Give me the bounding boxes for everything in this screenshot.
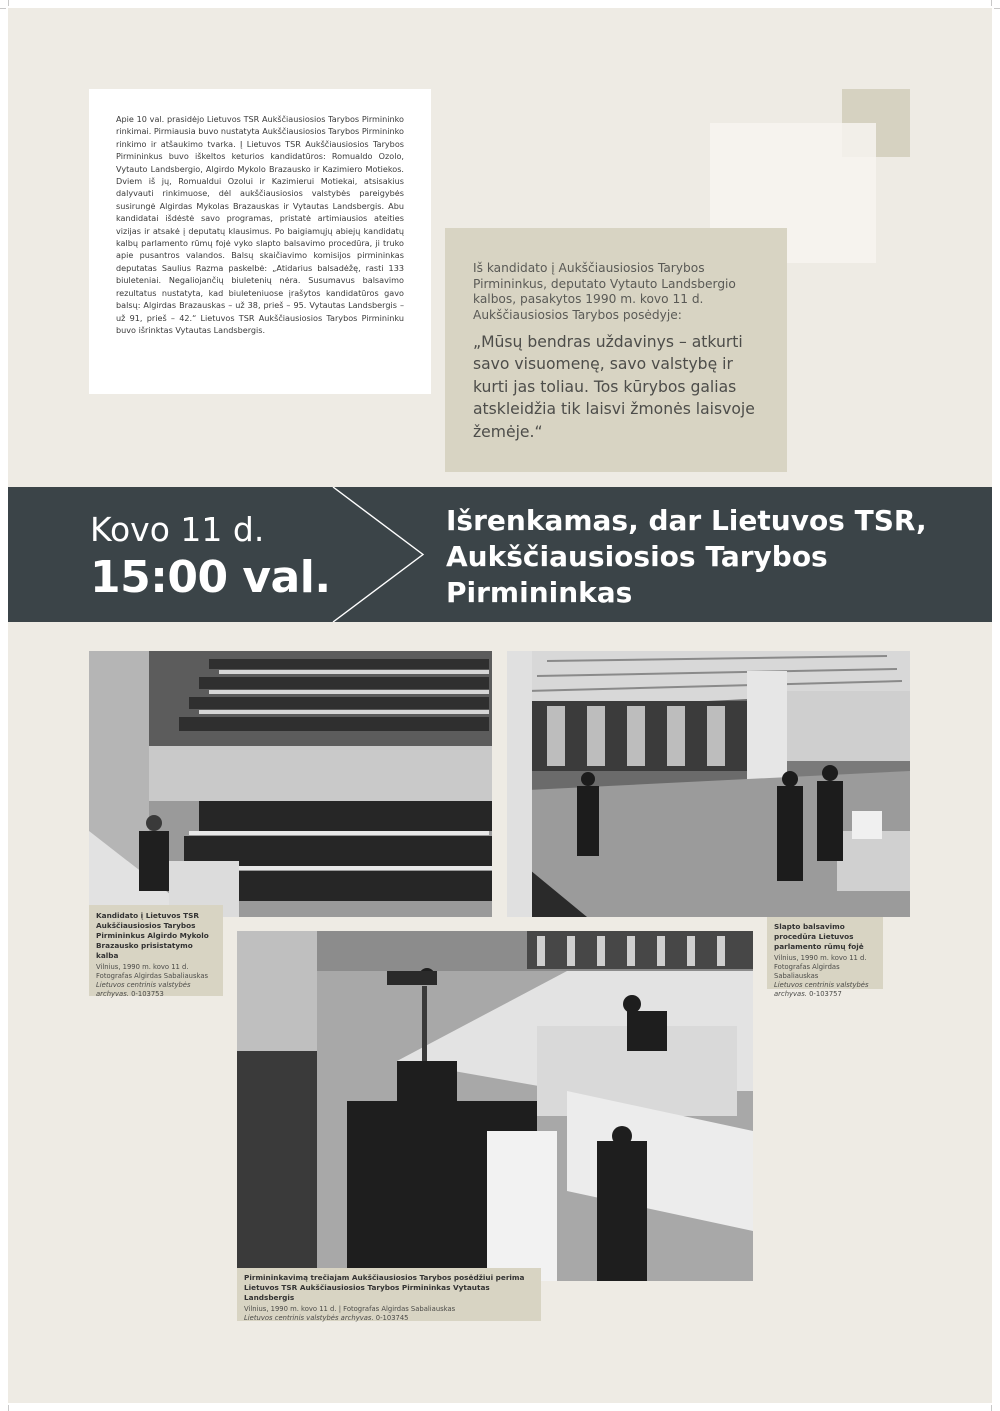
caption-number: 0-103753	[131, 990, 164, 998]
crop-mark	[991, 1405, 992, 1411]
crop-mark	[994, 8, 1000, 9]
crop-mark	[8, 0, 9, 6]
caption-place-date: Vilnius, 1990 m. kovo 11 d.	[96, 963, 189, 971]
caption-photographer: Fotografas Algirdas Sabaliauskas	[343, 1305, 456, 1313]
body-paragraph: Apie 10 val. prasidėjo Lietuvos TSR Aukščiausiosios Tarybos Pirmininko rinkimai. Pirmiausia buvo nustatyta Aukščiausiosios Tarybos Pirmininko rinkimo ir atšaukimo tvarka. Į Lietuvos TSR Aukščiausiosios Tarybos Pirmininkus buvo iškeltos keturios kandidatūros: Romualdo Ozolo, Vytauto Landsbergio, Algirdo Mykolo Brazausko ir Kazimiero Motiekos. Dviem iš jų, Romualdui Ozolui ir Kazimierui Motiekai, atsisakius dalyvauti rinkimuose, dėl aukščiausiosios valstybės pareigybės susirungė Algirdas Mykolas Brazauskas ir Vytautas Landsbergis. Abu kandidatai išdėstė savo programas, pristatė artimiausios ateities vizijas ir atsakė į deputatų klausimus. Po baigiamųjų abiejų kandidatų kalbų parlamento rūmų fojė vyko slapto balsavimo procedūra, ji truko apie pusantros valandos. Balsų skaičiavimo komisijos pirmininkas deputatas Saulius Razma paskelbė: „Atidarius balsadėžę, rasti 133 biuleteniai. Negaliojančių biuletenių nėra. Susumavus balsavimo rezultatus nustatyta, kad biuleteniuose įrašytos kandidatūros gavo balsų: Algirdas Brazauskas – už 38, prieš – 95. Vytautas Landsbergis – už 91, prieš – 42.“ Lietuvos TSR Aukščiausiosios Tarybos Pirmininku buvo išrinktas Vytautas Landsbergis.	[116, 114, 404, 335]
photo-brazauskas-speech	[89, 651, 492, 917]
quote-intro: Iš kandidato į Aukščiausiosios Tarybos Pirmininkus, deputato Vytauto Landsbergio kalbos, pasakytos 1990 m. kovo 11 d. Aukščiausiosios Tarybos posėdyje:	[473, 261, 736, 322]
caption-archive: Lietuvos centrinis valstybės archyvas.	[774, 981, 869, 998]
caption-place-date: Vilnius, 1990 m. kovo 11 d.	[244, 1305, 337, 1313]
banner-time: 15:00 val.	[90, 552, 331, 603]
banner-title: Išrenkamas, dar Lietuvos TSR, Aukščiausiosios Tarybos Pirmininkas	[446, 504, 927, 609]
photo-chairmanship	[237, 931, 753, 1281]
photo-secret-ballot	[507, 651, 910, 917]
caption-title: Pirmininkavimą trečiajam Aukščiausiosios Tarybos posėdžiui perima Lietuvos TSR Aukščiausiosios Tarybos Pirmininkas Vytautas Landsbergis	[244, 1273, 525, 1302]
crop-mark	[0, 8, 6, 9]
caption-title: Slapto balsavimo procedūra Lietuvos parlamento rūmų fojė	[774, 922, 864, 951]
caption-number: 0-103757	[809, 990, 842, 998]
body-text-box	[89, 89, 431, 394]
caption-place-date: Vilnius, 1990 m. kovo 11 d.	[774, 954, 867, 962]
caption-number: 0-103745	[375, 1314, 409, 1322]
quote-text: „Mūsų bendras uždavinys – atkurti savo visuomenę, savo valstybę ir kurti jas toliau. Tos kūrybos galias atskleidžia tik laisvi žmonės laisvoje žemėje.“	[473, 333, 755, 441]
caption-archive: Lietuvos centrinis valstybės archyvas.	[96, 981, 191, 998]
crop-mark	[8, 1405, 9, 1411]
caption-photographer: Fotografas Algirdas Sabaliauskas	[774, 963, 840, 980]
caption-title: Kandidato į Lietuvos TSR Aukščiausiosios Tarybos Pirmininkus Algirdo Mykolo Brazausko prisistatymo kalba	[96, 911, 209, 960]
crop-mark	[991, 0, 992, 6]
banner-date: Kovo 11 d.	[90, 510, 265, 549]
caption-archive: Lietuvos centrinis valstybės archyvas.	[244, 1314, 374, 1322]
caption-photo-2	[767, 917, 883, 998]
caption-photo-1	[89, 905, 223, 996]
quote-box	[445, 228, 787, 472]
chevron-arrow-icon	[330, 487, 440, 622]
caption-photographer: Fotografas Algirdas Sabaliauskas	[96, 972, 209, 980]
caption-photo-3: Pirmininkavimą trečiajam Aukščiausiosios Tarybos posėdžiui perima Lietuvos TSR Aukščiausiosios Tarybos Pirmininkas Vytautas Landsbergis Vilnius, 1990 m. kovo 11 d. | Fotografas Algirdas Sabaliauskas Lietuvos centrinis valstybės archyvas. 0-103745	[237, 1268, 541, 1321]
timeline-banner	[8, 487, 992, 622]
